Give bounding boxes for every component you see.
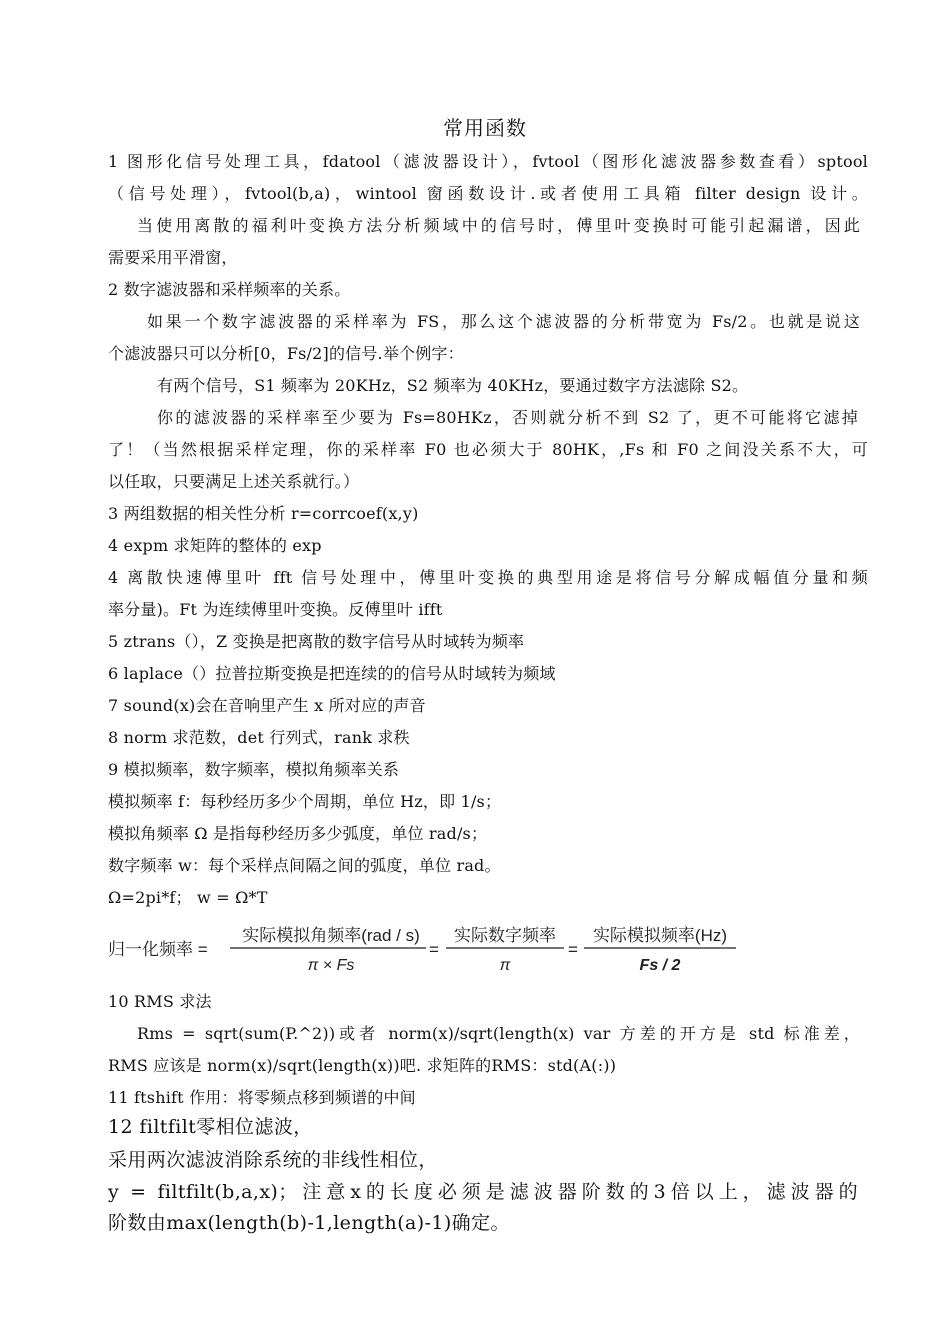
text-line: 当使用离散的福利叶变换方法分析频域中的信号时，傅里叶变换时可能引起漏谱，因此	[137, 216, 860, 235]
formula-fraction-3-numerator: 实际模拟频率(Hz)	[592, 926, 728, 945]
formula-fraction-2-denominator: π	[499, 957, 511, 974]
text-line: 你的滤波器的采样率至少要为 Fs=80HKz，否则就分析不到 S2 了，更不可能将它滤掉	[157, 408, 858, 427]
text-line: 10 RMS 求法	[108, 992, 212, 1011]
text-line: 5 ztrans（），Z 变换是把离散的数字信号从时域转为频率	[108, 632, 525, 651]
text-line: Ω=2pi*f； w = Ω*T	[108, 888, 268, 907]
text-line: 4 expm 求矩阵的整体的 exp	[108, 536, 322, 555]
text-line: Rms = sqrt(sum(P.^2))或者 norm(x)/sqrt(length(x) var 方差的开方是 std 标准差，	[137, 1024, 860, 1043]
text-line: 如果一个数字滤波器的采样率为 FS，那么这个滤波器的分析带宽为 Fs/2。也就是说这	[147, 312, 860, 331]
text-line: 9 模拟频率，数字频率，模拟角频率关系	[108, 760, 400, 779]
formula-equals-1: =	[429, 940, 439, 959]
text-line: 6 laplace（）拉普拉斯变换是把连续的的信号从时域转为频域	[108, 664, 556, 683]
text-line: 1 图形化信号处理工具，fdatool（滤波器设计），fvtool（图形化滤波器参数查看）sptool	[108, 152, 868, 171]
formula-lhs: 归一化频率 =	[108, 940, 208, 959]
text-line: 采用两次滤波消除系统的非线性相位，	[108, 1149, 438, 1171]
text-line: （信号处理），fvtool(b,a)，wintool 窗函数设计.或者使用工具箱 filter design 设计。	[108, 184, 868, 203]
text-line: 有两个信号，S1 频率为 20KHz，S2 频率为 40KHz，要通过数字方法滤除 S2。	[157, 376, 749, 395]
text-line: 模拟角频率 Ω 是指每秒经历多少弧度，单位 rad/s；	[108, 824, 488, 843]
text-line: 2 数字滤波器和采样频率的关系。	[108, 280, 351, 299]
text-line: 阶数由max(length(b)-1,length(a)-1)确定。	[108, 1212, 510, 1234]
text-line: 以任取，只要满足上述关系就行。）	[108, 472, 360, 491]
text-line: 4 离散快速傅里叶 fft 信号处理中，傅里叶变换的典型用途是将信号分解成幅值分量和频	[108, 568, 868, 587]
text-line: 需要采用平滑窗，	[108, 248, 238, 267]
formula-fraction-2-numerator: 实际数字频率	[454, 926, 556, 945]
text-line: 11 ftshift 作用：将零频点移到频谱的中间	[108, 1088, 416, 1107]
formula-fraction-1-denominator: π × Fs	[307, 957, 355, 974]
formula-fraction-1-numerator: 实际模拟角频率(rad / s)	[242, 926, 420, 945]
text-line: 率分量)。Ft 为连续傅里叶变换。反傅里叶 ifft	[108, 600, 443, 619]
text-line: 模拟频率 f：每秒经历多少个周期，单位 Hz，即 1/s；	[108, 792, 502, 811]
normalized-frequency-formula	[108, 918, 748, 978]
text-line: y = filtfilt(b,a,x)；注意x的长度必须是滤波器阶数的3倍以上，滤波器的	[108, 1181, 858, 1203]
text-line: 了！（当然根据采样定理，你的采样率 F0 也必须大于 80HK，,Fs 和 F0 之间没关系不大，可	[108, 440, 868, 459]
formula-fraction-3-denominator: Fs / 2	[639, 957, 681, 974]
text-line: 数字频率 w：每个采样点间隔之间的弧度，单位 rad。	[108, 856, 501, 875]
page-title: 常用函数	[443, 116, 527, 140]
text-line: 12 filtfilt零相位滤波，	[108, 1116, 313, 1138]
formula-equals-2: =	[568, 940, 578, 959]
text-line: 3 两组数据的相关性分析 r=corrcoef(x,y)	[108, 504, 419, 523]
text-line: 8 norm 求范数，det 行列式，rank 求秩	[108, 728, 410, 747]
text-line: 7 sound(x)会在音响里产生 x 所对应的声音	[108, 696, 426, 715]
text-line: RMS 应该是 norm(x)/sqrt(length(x))吧. 求矩阵的RMS：std(A(:))	[108, 1056, 617, 1075]
text-line: 个滤波器只可以分析[0，Fs/2]的信号.举个例字：	[108, 344, 464, 363]
